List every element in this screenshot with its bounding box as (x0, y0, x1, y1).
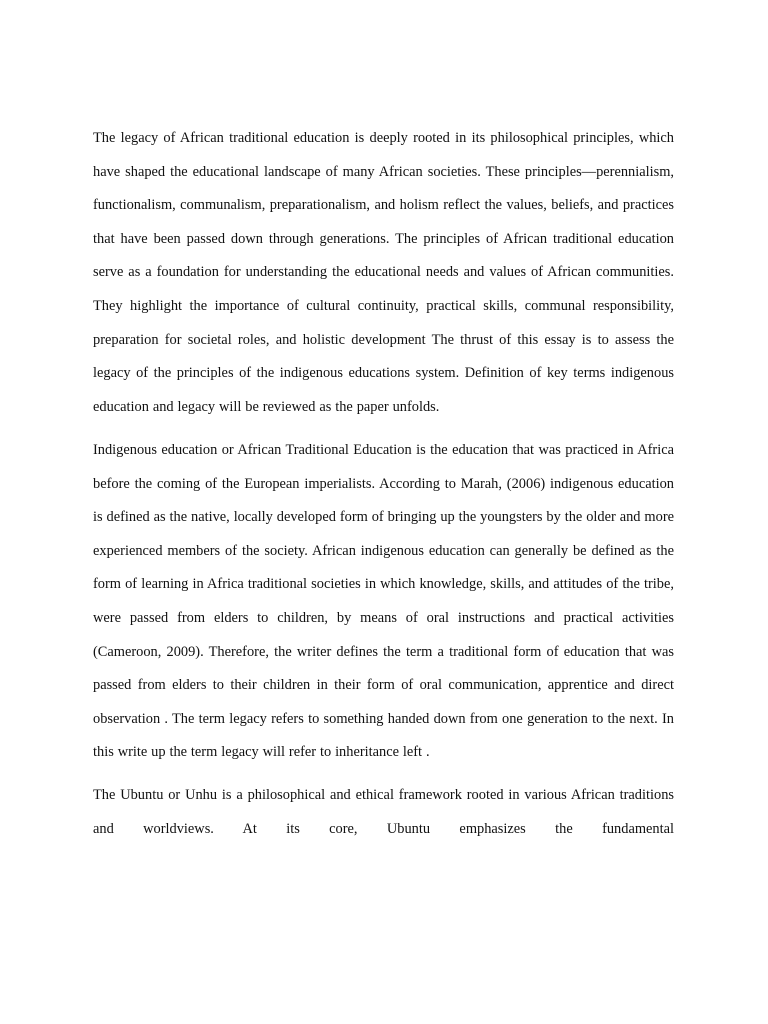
paragraph-ubuntu: The Ubuntu or Unhu is a philosophical and ethical framework rooted in various African traditions and worldviews. At its core, Ubuntu emphasizes the fundamental (93, 787, 674, 838)
paragraph-indigenous-education-definition: Indigenous education or African Traditional Education is the education that was practiced in Africa before the coming of the European imperialists. According to Marah, (2006) indigenous education is defined as the native, locally developed form of bringing up the youngsters by the older and more experienced members of the society. African indigenous education can generally be defined as the form of learning in Africa traditional societies in which knowledge, skills, and attitudes of the tribe, were passed from elders to children, by means of oral instructions and practical activities (Cameroon, 2009). Therefore, the writer defines the term a traditional form of education that was passed from elders to their children in their form of oral communication, apprentice and direct observation . The term legacy refers to something handed down from one generation to the next. In this write up the term legacy will refer to inheritance left . (93, 441, 674, 761)
paragraph-legacy-intro: The legacy of African traditional education is deeply rooted in its philosophical principles, which have shaped the educational landscape of many African societies. These principles—perennialism, functionalism, communalism, preparationalism, and holism reflect the values, beliefs, and practices that have been passed down through generations. The principles of African traditional education serve as a foundation for understanding the educational needs and values of African communities. They highlight the importance of cultural continuity, practical skills, communal responsibility, preparation for societal roles, and holistic development The thrust of this essay is to assess the legacy of the principles of the indigenous educations system. Definition of key terms indigenous education and legacy will be reviewed as the paper unfolds. (93, 130, 674, 415)
document-page (93, 122, 674, 847)
